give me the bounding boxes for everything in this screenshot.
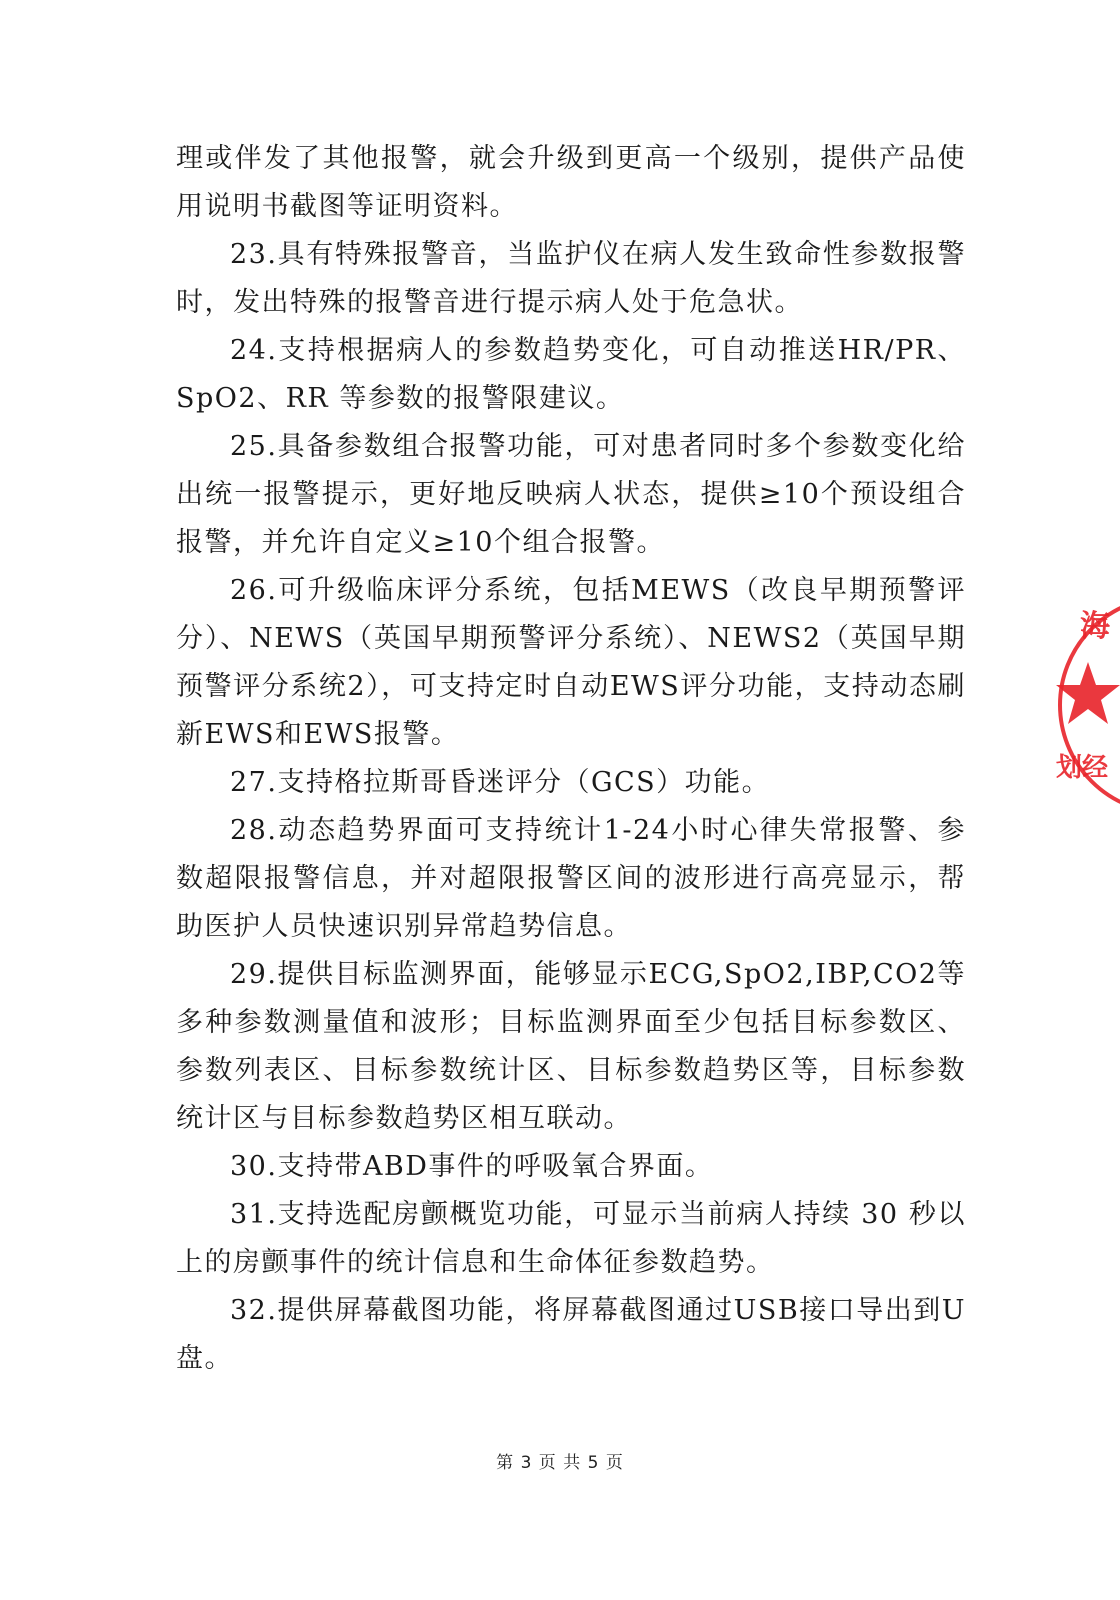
official-seal-stamp	[1050, 590, 1120, 820]
paragraph-item-29: 29.提供目标监测界面，能够显示ECG,SpO2,IBP,CO2等多种参数测量值和波形；目标监测界面至少包括目标参数区、参数列表区、目标参数统计区、目标参数趋势区等，目标参数统计区与目标参数趋势区相互联动。	[176, 959, 966, 1134]
svg-text:海: 海	[1080, 609, 1110, 644]
paragraph-item-31: 31.支持选配房颤概览功能，可显示当前病人持续 30 秒以上的房颤事件的统计信息和生命体征参数趋势。	[176, 1199, 966, 1278]
paragraph-item-25: 25.具备参数组合报警功能，可对患者同时多个参数变化给出统一报警提示，更好地反映病人状态，提供≥10个预设组合报警，并允许自定义≥10个组合报警。	[176, 431, 966, 558]
paragraph-item-32: 32.提供屏幕截图功能，将屏幕截图通过USB接口导出到U盘。	[176, 1295, 966, 1374]
paragraph-item-27: 27.支持格拉斯哥昏迷评分（GCS）功能。	[230, 767, 771, 798]
paragraph-item-30: 30.支持带ABD事件的呼吸氧合界面。	[230, 1151, 714, 1182]
paragraph-item-24: 24.支持根据病人的参数趋势变化，可自动推送HR/PR、SpO2、RR 等参数的报警限建议。	[176, 335, 966, 414]
paragraph-item-28: 28.动态趋势界面可支持统计1-24小时心律失常报警、参数超限报警信息，并对超限报警区间的波形进行高亮显示，帮助医护人员快速识别异常趋势信息。	[176, 815, 966, 942]
paragraph-item-26: 26.可升级临床评分系统，包括MEWS（改良早期预警评分）、NEWS（英国早期预警评分系统）、NEWS2（英国早期预警评分系统2），可支持定时自动EWS评分功能，支持动态刷新EWS和EWS报警。	[176, 575, 966, 750]
document-body	[176, 135, 966, 1383]
page-number-footer: 第 3 页 共 5 页	[496, 1453, 624, 1473]
paragraph-item-23: 23.具有特殊报警音，当监护仪在病人发生致命性参数报警时，发出特殊的报警音进行提示病人处于危急状。	[176, 239, 966, 318]
paragraph-continuation: 理或伴发了其他报警，就会升级到更高一个级别，提供产品使用说明书截图等证明资料。	[176, 143, 966, 222]
svg-text:划经: 划经	[1056, 753, 1109, 783]
